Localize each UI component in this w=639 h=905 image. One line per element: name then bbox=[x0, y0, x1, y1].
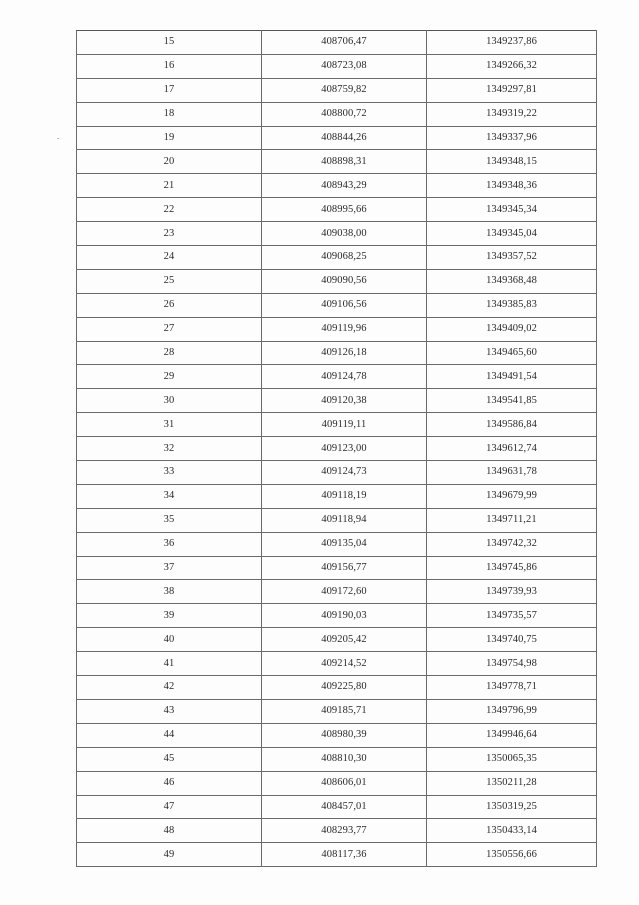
table-row bbox=[77, 556, 597, 580]
table-row bbox=[77, 365, 597, 389]
coordinates-table-body bbox=[77, 31, 597, 867]
y-coordinate-cell: 1349345,34 bbox=[427, 198, 597, 222]
table-row bbox=[77, 628, 597, 652]
x-coordinate-cell: 408810,30 bbox=[262, 747, 427, 771]
y-coordinate-cell: 1349778,71 bbox=[427, 676, 597, 700]
point-number-cell: 49 bbox=[77, 843, 262, 867]
x-coordinate-cell: 409185,71 bbox=[262, 699, 427, 723]
x-coordinate-cell: 409156,77 bbox=[262, 556, 427, 580]
x-coordinate-cell: 409068,25 bbox=[262, 246, 427, 270]
point-number-cell: 44 bbox=[77, 723, 262, 747]
y-coordinate-cell: 1350433,14 bbox=[427, 819, 597, 843]
y-coordinate-cell: 1349735,57 bbox=[427, 604, 597, 628]
x-coordinate-cell: 409120,38 bbox=[262, 389, 427, 413]
table-row bbox=[77, 484, 597, 508]
table-row bbox=[77, 747, 597, 771]
table-row bbox=[77, 54, 597, 78]
x-coordinate-cell: 408844,26 bbox=[262, 126, 427, 150]
point-number-cell: 26 bbox=[77, 293, 262, 317]
point-number-cell: 31 bbox=[77, 413, 262, 437]
point-number-cell: 46 bbox=[77, 771, 262, 795]
y-coordinate-cell: 1349740,75 bbox=[427, 628, 597, 652]
table-row bbox=[77, 723, 597, 747]
y-coordinate-cell: 1349679,99 bbox=[427, 484, 597, 508]
table-row bbox=[77, 78, 597, 102]
point-number-cell: 29 bbox=[77, 365, 262, 389]
y-coordinate-cell: 1349409,02 bbox=[427, 317, 597, 341]
point-number-cell: 33 bbox=[77, 461, 262, 485]
table-row bbox=[77, 532, 597, 556]
x-coordinate-cell: 409205,42 bbox=[262, 628, 427, 652]
y-coordinate-cell: 1349541,85 bbox=[427, 389, 597, 413]
point-number-cell: 22 bbox=[77, 198, 262, 222]
x-coordinate-cell: 408943,29 bbox=[262, 174, 427, 198]
point-number-cell: 36 bbox=[77, 532, 262, 556]
table-row bbox=[77, 31, 597, 55]
point-number-cell: 37 bbox=[77, 556, 262, 580]
point-number-cell: 38 bbox=[77, 580, 262, 604]
point-number-cell: 41 bbox=[77, 652, 262, 676]
point-number-cell: 42 bbox=[77, 676, 262, 700]
table-row bbox=[77, 699, 597, 723]
y-coordinate-cell: 1349796,99 bbox=[427, 699, 597, 723]
y-coordinate-cell: 1349345,04 bbox=[427, 222, 597, 246]
y-coordinate-cell: 1349266,32 bbox=[427, 54, 597, 78]
point-number-cell: 35 bbox=[77, 508, 262, 532]
table-row bbox=[77, 174, 597, 198]
x-coordinate-cell: 408457,01 bbox=[262, 795, 427, 819]
x-coordinate-cell: 408759,82 bbox=[262, 78, 427, 102]
point-number-cell: 17 bbox=[77, 78, 262, 102]
x-coordinate-cell: 409214,52 bbox=[262, 652, 427, 676]
y-coordinate-cell: 1349612,74 bbox=[427, 437, 597, 461]
x-coordinate-cell: 409124,78 bbox=[262, 365, 427, 389]
y-coordinate-cell: 1349297,81 bbox=[427, 78, 597, 102]
x-coordinate-cell: 409038,00 bbox=[262, 222, 427, 246]
y-coordinate-cell: 1350319,25 bbox=[427, 795, 597, 819]
point-number-cell: 20 bbox=[77, 150, 262, 174]
y-coordinate-cell: 1349754,98 bbox=[427, 652, 597, 676]
x-coordinate-cell: 408606,01 bbox=[262, 771, 427, 795]
y-coordinate-cell: 1349491,54 bbox=[427, 365, 597, 389]
point-number-cell: 47 bbox=[77, 795, 262, 819]
table-row bbox=[77, 126, 597, 150]
y-coordinate-cell: 1350211,28 bbox=[427, 771, 597, 795]
point-number-cell: 23 bbox=[77, 222, 262, 246]
table-row bbox=[77, 150, 597, 174]
table-row bbox=[77, 246, 597, 270]
table-row bbox=[77, 461, 597, 485]
x-coordinate-cell: 409126,18 bbox=[262, 341, 427, 365]
x-coordinate-cell: 408995,66 bbox=[262, 198, 427, 222]
x-coordinate-cell: 408706,47 bbox=[262, 31, 427, 55]
x-coordinate-cell: 409119,96 bbox=[262, 317, 427, 341]
y-coordinate-cell: 1349348,15 bbox=[427, 150, 597, 174]
table-row bbox=[77, 293, 597, 317]
y-coordinate-cell: 1349337,96 bbox=[427, 126, 597, 150]
table-row bbox=[77, 341, 597, 365]
point-number-cell: 15 bbox=[77, 31, 262, 55]
point-number-cell: 24 bbox=[77, 246, 262, 270]
y-coordinate-cell: 1349946,64 bbox=[427, 723, 597, 747]
point-number-cell: 34 bbox=[77, 484, 262, 508]
y-coordinate-cell: 1349742,32 bbox=[427, 532, 597, 556]
table-row bbox=[77, 222, 597, 246]
x-coordinate-cell: 409123,00 bbox=[262, 437, 427, 461]
table-row bbox=[77, 198, 597, 222]
y-coordinate-cell: 1350065,35 bbox=[427, 747, 597, 771]
table-row bbox=[77, 652, 597, 676]
y-coordinate-cell: 1349357,52 bbox=[427, 246, 597, 270]
point-number-cell: 32 bbox=[77, 437, 262, 461]
y-coordinate-cell: 1349465,60 bbox=[427, 341, 597, 365]
table-row bbox=[77, 389, 597, 413]
point-number-cell: 19 bbox=[77, 126, 262, 150]
scan-speck bbox=[57, 138, 59, 139]
table-row bbox=[77, 795, 597, 819]
point-number-cell: 28 bbox=[77, 341, 262, 365]
table-row bbox=[77, 580, 597, 604]
table-row bbox=[77, 819, 597, 843]
x-coordinate-cell: 409190,03 bbox=[262, 604, 427, 628]
point-number-cell: 21 bbox=[77, 174, 262, 198]
y-coordinate-cell: 1349237,86 bbox=[427, 31, 597, 55]
table-row bbox=[77, 508, 597, 532]
point-number-cell: 39 bbox=[77, 604, 262, 628]
x-coordinate-cell: 409119,11 bbox=[262, 413, 427, 437]
x-coordinate-cell: 408117,36 bbox=[262, 843, 427, 867]
table-row bbox=[77, 413, 597, 437]
point-number-cell: 48 bbox=[77, 819, 262, 843]
table-row bbox=[77, 269, 597, 293]
point-number-cell: 16 bbox=[77, 54, 262, 78]
y-coordinate-cell: 1349385,83 bbox=[427, 293, 597, 317]
x-coordinate-cell: 408293,77 bbox=[262, 819, 427, 843]
x-coordinate-cell: 409118,19 bbox=[262, 484, 427, 508]
y-coordinate-cell: 1349586,84 bbox=[427, 413, 597, 437]
table-row bbox=[77, 676, 597, 700]
table-row bbox=[77, 843, 597, 867]
point-number-cell: 45 bbox=[77, 747, 262, 771]
y-coordinate-cell: 1349739,93 bbox=[427, 580, 597, 604]
table-row bbox=[77, 437, 597, 461]
y-coordinate-cell: 1349631,78 bbox=[427, 461, 597, 485]
x-coordinate-cell: 408898,31 bbox=[262, 150, 427, 174]
point-number-cell: 43 bbox=[77, 699, 262, 723]
x-coordinate-cell: 409124,73 bbox=[262, 461, 427, 485]
y-coordinate-cell: 1349745,86 bbox=[427, 556, 597, 580]
y-coordinate-cell: 1349348,36 bbox=[427, 174, 597, 198]
x-coordinate-cell: 408723,08 bbox=[262, 54, 427, 78]
y-coordinate-cell: 1350556,66 bbox=[427, 843, 597, 867]
point-number-cell: 40 bbox=[77, 628, 262, 652]
table-row bbox=[77, 102, 597, 126]
y-coordinate-cell: 1349368,48 bbox=[427, 269, 597, 293]
x-coordinate-cell: 409225,80 bbox=[262, 676, 427, 700]
x-coordinate-cell: 409090,56 bbox=[262, 269, 427, 293]
y-coordinate-cell: 1349319,22 bbox=[427, 102, 597, 126]
point-number-cell: 18 bbox=[77, 102, 262, 126]
point-number-cell: 30 bbox=[77, 389, 262, 413]
x-coordinate-cell: 408980,39 bbox=[262, 723, 427, 747]
y-coordinate-cell: 1349711,21 bbox=[427, 508, 597, 532]
table-row bbox=[77, 604, 597, 628]
x-coordinate-cell: 409118,94 bbox=[262, 508, 427, 532]
point-number-cell: 27 bbox=[77, 317, 262, 341]
x-coordinate-cell: 409172,60 bbox=[262, 580, 427, 604]
table-row bbox=[77, 317, 597, 341]
table-row bbox=[77, 771, 597, 795]
point-number-cell: 25 bbox=[77, 269, 262, 293]
x-coordinate-cell: 408800,72 bbox=[262, 102, 427, 126]
x-coordinate-cell: 409135,04 bbox=[262, 532, 427, 556]
coordinates-table bbox=[76, 30, 597, 867]
x-coordinate-cell: 409106,56 bbox=[262, 293, 427, 317]
